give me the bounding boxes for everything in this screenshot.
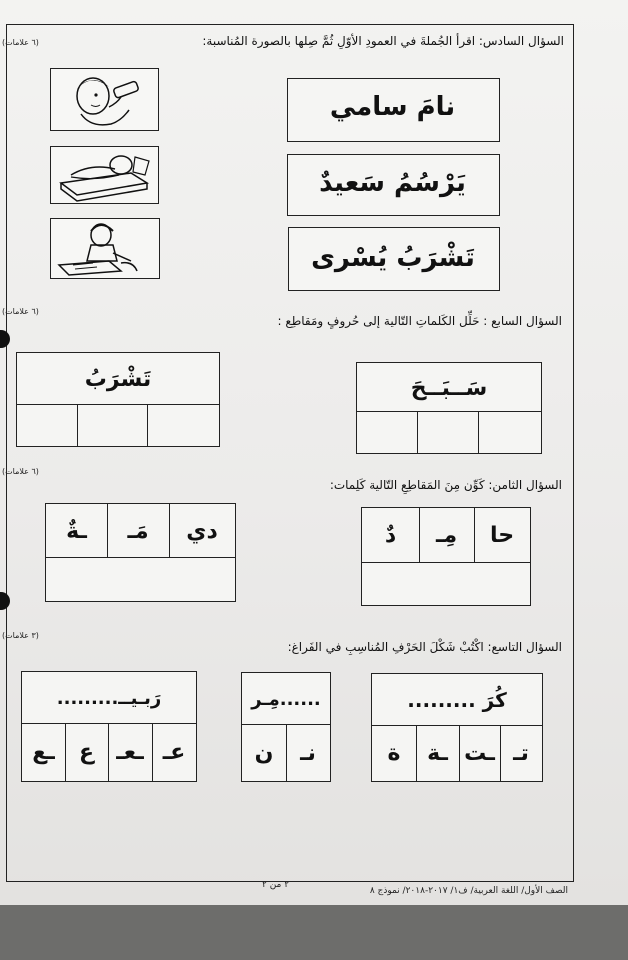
q8-left-syllable-1: دي	[168, 503, 236, 559]
q8-title: السؤال الثامن: كَوِّن مِنَ المَقاطِعِ التّالية كَلِمات:	[329, 478, 562, 492]
q9-left-option-2[interactable]: ـعـ	[107, 723, 153, 782]
picture-child-drawing	[50, 218, 160, 279]
picture-child-drinking	[50, 68, 159, 131]
q9-mid-option-1[interactable]: نـ	[285, 724, 331, 782]
q8-marks: (٦ علامات)	[2, 467, 39, 476]
q7-marks: (٦ علامات)	[2, 307, 39, 316]
q8-left-answer[interactable]	[45, 557, 236, 602]
q8-right-syllable-1: حا	[473, 507, 531, 564]
q8-left-syllable-3: ـةٌ	[45, 503, 108, 559]
sentence-2: يَرْسُمُ سَعيدٌ	[319, 168, 466, 198]
q6-title: السؤال السادس: اقرأ الجُملةَ في العمودِ الأوّلِ ثُمَّ صِلها بالصورة المُناسبة:	[202, 34, 564, 48]
q8-right-syllable-2: مِـ	[418, 507, 475, 564]
q9-right-option-1[interactable]: تـ	[499, 725, 543, 782]
q9-right-option-4[interactable]: ة	[371, 725, 417, 782]
q7-right-blank-2[interactable]	[417, 411, 480, 454]
q7-left-blank-1[interactable]	[147, 404, 220, 447]
q7-left-blank-2[interactable]	[77, 404, 149, 447]
q7-word-left: تَشْرَبُ	[16, 352, 220, 407]
q8-left-syllable-2: مَـ	[106, 503, 170, 559]
q8-right-answer[interactable]	[361, 562, 531, 606]
q8-right-syllable-3: دٌ	[361, 507, 420, 564]
q7-word-right: سَــبَــحَ	[356, 362, 542, 414]
q9-left-option-1[interactable]: عـ	[151, 723, 197, 782]
picture-child-sleeping	[50, 146, 159, 204]
q7-left-blank-3[interactable]	[16, 404, 79, 447]
q7-right-blank-3[interactable]	[356, 411, 419, 454]
sentence-1: نامَ سامي	[329, 92, 456, 122]
q9-mid-prompt: ......مِـر	[241, 672, 331, 726]
q9-title: السؤال التاسع: اكْتُبْ شَكْلَ الحَرْفِ المُناسِبِ في الفَراغ:	[287, 640, 562, 654]
sentence-3: تَشْرَبُ يُسْرى	[311, 243, 475, 273]
footer-course-info: الصف الأول/ اللغة العربية/ ف١/ ٢٠١٧-٢٠١٨/ نموذج ٨	[369, 886, 568, 896]
q7-title: السؤال السابع : حَلِّل الكَلماتِ التّالية إلى حُروفٍ ومَقاطِع :	[277, 314, 562, 328]
q7-right-blank-1[interactable]	[478, 411, 542, 454]
q9-left-option-3[interactable]: ع	[64, 723, 109, 782]
q6-marks: (٦ علامات)	[2, 38, 39, 47]
q9-marks: (٣ علامات)	[2, 631, 39, 640]
q9-right-option-2[interactable]: ـت	[458, 725, 501, 782]
page-edge	[0, 905, 628, 960]
footer-page-number: ٢ من ٢	[262, 880, 290, 890]
q9-right-prompt: كُرَ .........	[371, 673, 543, 727]
q9-left-option-4[interactable]: ـع	[21, 723, 66, 782]
q9-left-prompt: رَبـيــ.........	[21, 671, 197, 725]
q9-mid-option-2[interactable]: ن	[241, 724, 287, 782]
q9-right-option-3[interactable]: ـة	[415, 725, 460, 782]
